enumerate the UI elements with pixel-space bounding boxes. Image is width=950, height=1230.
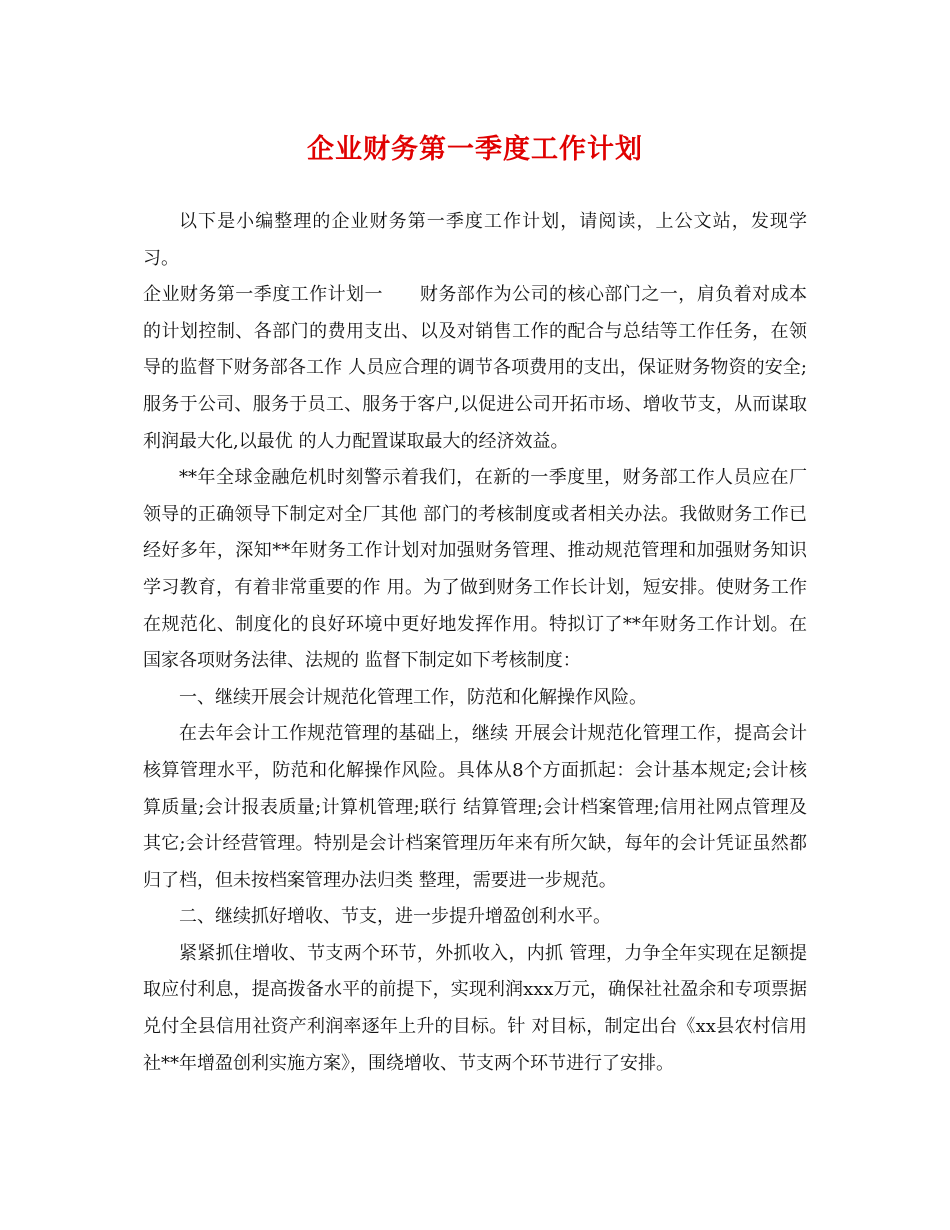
section-one-paragraph: 在去年会计工作规范管理的基础上，继续 开展会计规范化管理工作，提高会计核算管理水平，防范和化解操作风险。具体从8个方面抓起：会计基本规定;会计核算质量;会计报表质量;计算机管理;联行 结算管理;会计档案管理;信用社网点管理及其它;会计经营管理。特别是会计档案管理历年来有所欠缺，每年的会计凭证虽然都归了档，但未按档案管理办法归类 整理，需要进一步规范。	[143, 723, 807, 891]
document-body	[143, 204, 807, 1082]
section-one-heading: 一、继续开展会计规范化管理工作，防范和化解操作风险。	[179, 686, 647, 708]
section-two-heading: 二、继续抓好增收、节支，进一步提升增盈创利水平。	[179, 906, 611, 928]
document-title: 企业财务第一季度工作计划	[307, 134, 643, 165]
intro-paragraph: 以下是小编整理的企业财务第一季度工作计划，请阅读，上公文站，发现学习。	[143, 211, 807, 269]
plan-one-paragraph: 企业财务第一季度工作计划一 财务部作为公司的核心部门之一，肩负着对成本的计划控制、各部门的费用支出、以及对销售工作的配合与总结等工作任务，在领导的监督下财务部各工作 人员应合理的调节各项费用的支出，保证财务物资的安全;服务于公司、服务于员工、服务于客户,以促进公司开拓市场、增收节支，从而谋取利润最大化,以最优 的人力配置谋取最大的经济效益。	[143, 284, 807, 452]
crisis-paragraph: **年全球金融危机时刻警示着我们，在新的一季度里，财务部工作人员应在厂领导的正确领导下制定对全厂其他 部门的考核制度或者相关办法。我做财务工作已经好多年，深知**年财务工作计划对加强财务管理、推动规范管理和加强财务知识学习教育，有着非常重要的作 用。为了做到财务工作长计划，短安排。使财务工作在规范化、制度化的良好环境中更好地发挥作用。特拟订了**年财务工作计划。在国家各项财务法律、法规的 监督下制定如下考核制度：	[143, 467, 807, 672]
section-two-paragraph: 紧紧抓住增收、节支两个环节，外抓收入，内抓 管理，力争全年实现在足额提取应付利息，提高拨备水平的前提下，实现利润xxx万元，确保社社盈余和专项票据兑付全县信用社资产利润率逐年上升的目标。针 对目标，制定出台《xx县农村信用社**年增盈创利实施方案》，围绕增收、节支两个环节进行了安排。	[143, 942, 807, 1074]
